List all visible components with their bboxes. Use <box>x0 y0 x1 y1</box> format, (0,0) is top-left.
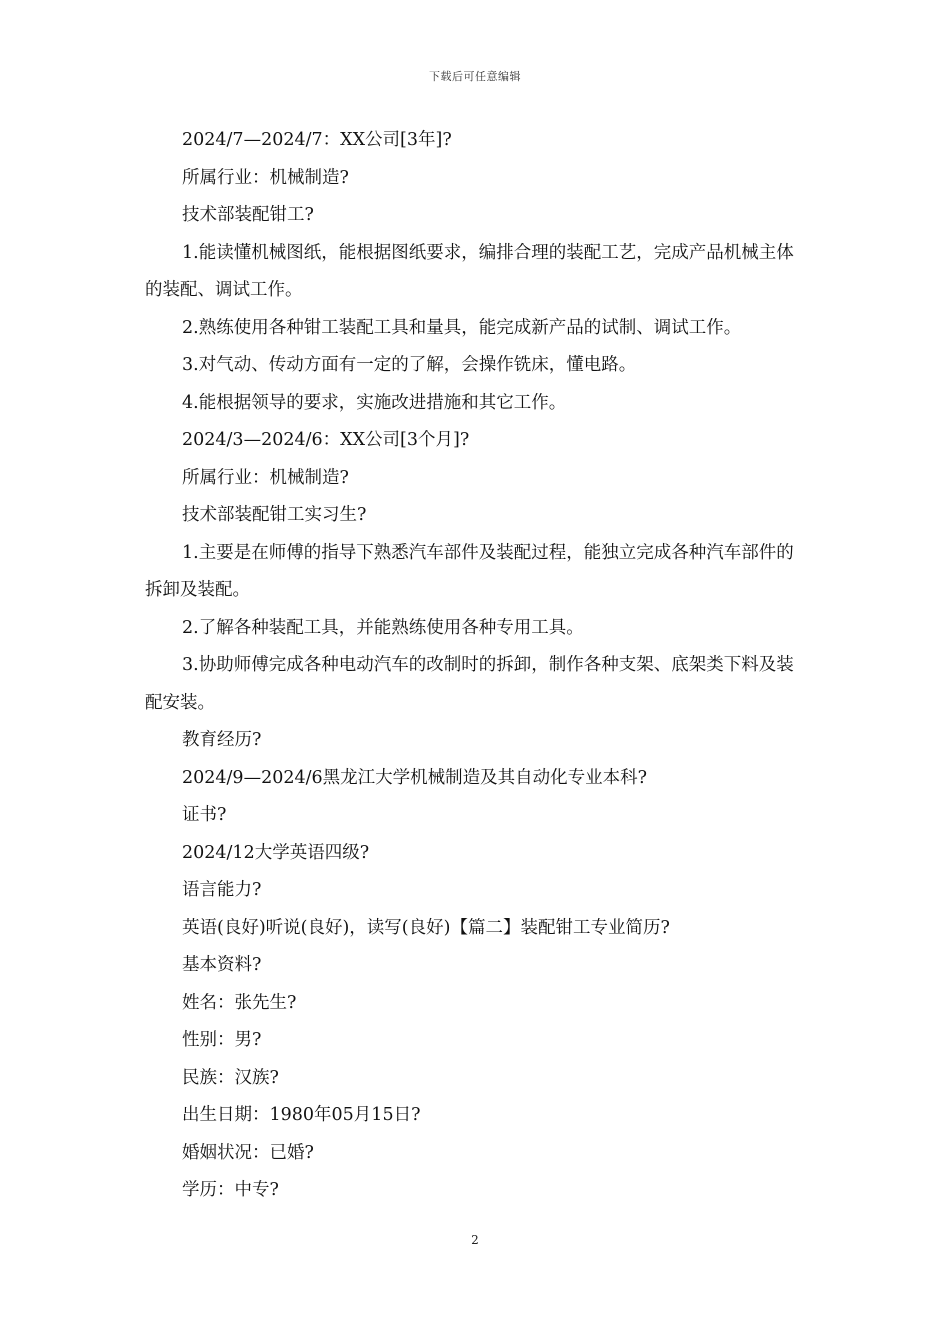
paragraph: 1.能读懂机械图纸，能根据图纸要求，编排合理的装配工艺，完成产品机械主体的装配、调试工作。 <box>145 242 794 300</box>
paragraph: 姓名：张先生? <box>182 992 297 1013</box>
paragraph: 3.对气动、传动方面有一定的了解，会操作铣床，懂电路。 <box>182 355 637 375</box>
paragraph: 所属行业：机械制造? <box>182 467 349 488</box>
paragraph: 教育经历? <box>182 730 262 750</box>
paragraph: 性别：男? <box>182 1030 262 1050</box>
page-header: 下载后可任意编辑 <box>429 70 521 83</box>
paragraph: 2024/9—2024/6黑龙江大学机械制造及其自动化专业本科? <box>182 767 648 788</box>
paragraph: 技术部装配钳工实习生? <box>182 505 367 525</box>
paragraph: 英语(良好)听说(良好)，读写(良好)【篇二】装配钳工专业简历? <box>182 917 670 938</box>
document-body <box>145 122 808 1210</box>
paragraph: 语言能力? <box>182 880 262 900</box>
paragraph: 民族：汉族? <box>182 1067 279 1088</box>
paragraph: 2024/3—2024/6：XX公司[3个月]? <box>182 430 470 450</box>
paragraph: 技术部装配钳工? <box>182 205 314 225</box>
paragraph: 4.能根据领导的要求，实施改进措施和其它工作。 <box>182 392 567 413</box>
paragraph: 2024/12大学英语四级? <box>182 842 370 863</box>
paragraph: 学历：中专? <box>182 1180 279 1200</box>
paragraph: 所属行业：机械制造? <box>182 167 349 188</box>
paragraph: 1.主要是在师傅的指导下熟悉汽车部件及装配过程，能独立完成各种汽车部件的拆卸及装配。 <box>145 542 794 600</box>
paragraph: 证书? <box>182 805 227 825</box>
page-number: 2 <box>471 1233 479 1247</box>
paragraph: 婚姻状况：已婚? <box>182 1142 314 1163</box>
paragraph: 2.了解各种装配工具，并能熟练使用各种专用工具。 <box>182 617 584 638</box>
paragraph: 2024/7—2024/7：XX公司[3年]? <box>182 130 452 150</box>
paragraph: 3.协助师傅完成各种电动汽车的改制时的拆卸，制作各种支架、底架类下料及装配安装。 <box>145 655 794 713</box>
paragraph: 基本资料? <box>182 955 262 975</box>
paragraph: 出生日期：1980年05月15日? <box>182 1105 421 1125</box>
paragraph: 2.熟练使用各种钳工装配工具和量具，能完成新产品的试制、调试工作。 <box>182 317 742 338</box>
